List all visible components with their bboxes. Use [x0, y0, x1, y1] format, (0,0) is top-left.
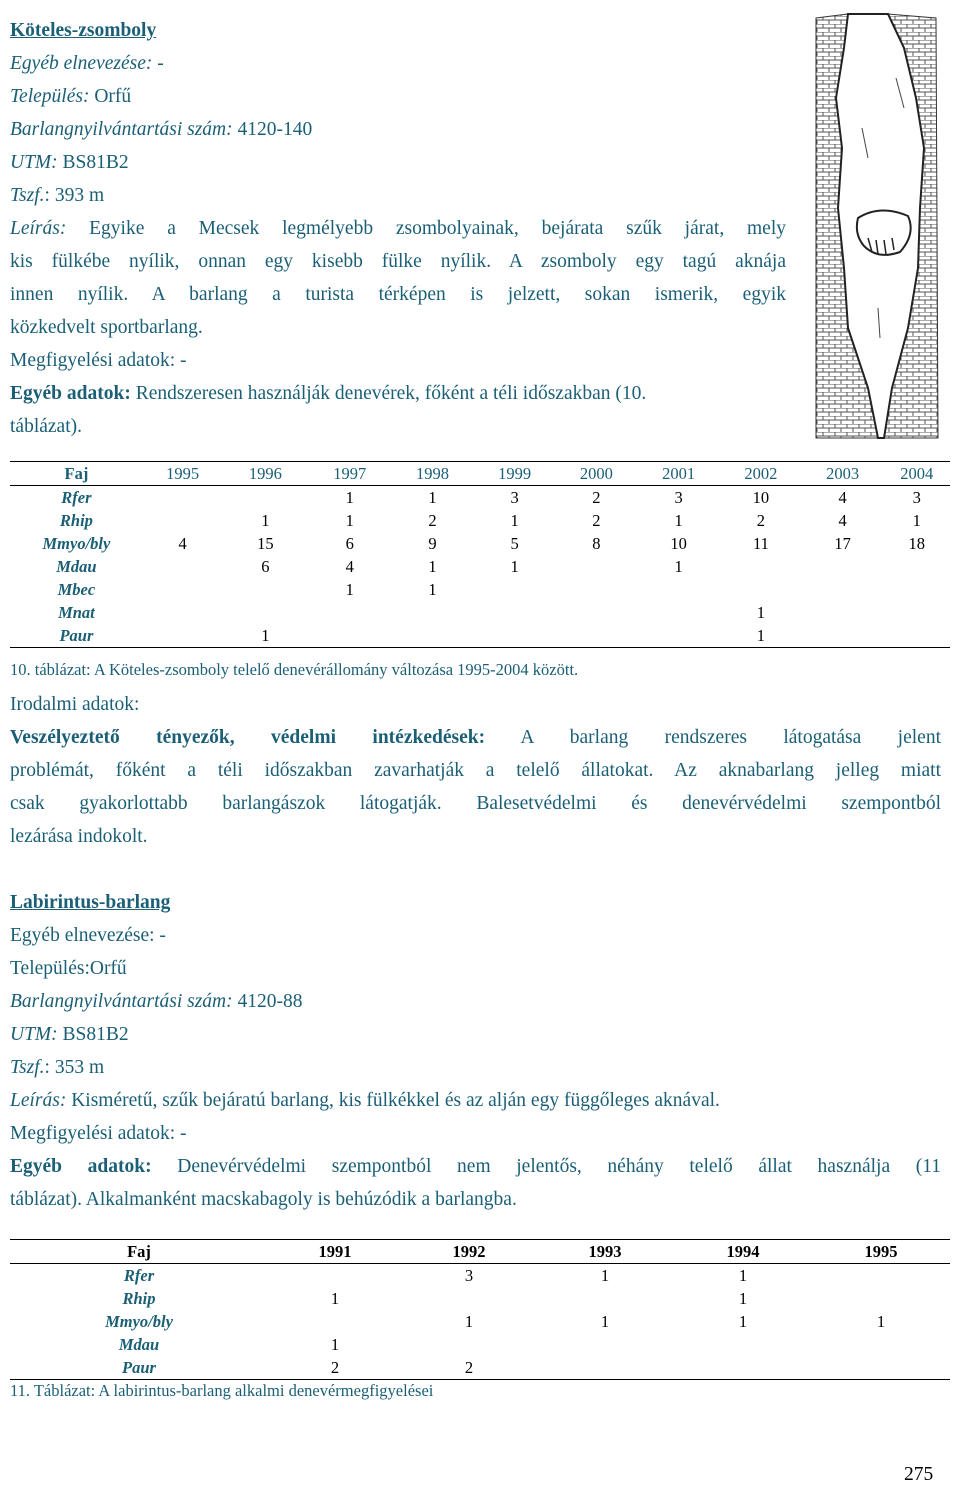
cave1-desc-line: közkedvelt sportbarlang. [10, 317, 203, 338]
count-cell: 4 [345, 557, 354, 576]
cave1-threat-line: A barlang rendszeres látogatása jelent [485, 727, 941, 748]
cave2-title: Labirintus-barlang [10, 892, 171, 913]
cave1-settlement-value: Orfű [94, 86, 132, 107]
count-cell [308, 624, 391, 648]
count-cell [474, 601, 556, 624]
cave1-threats [10, 721, 941, 853]
table-header-year: 1996 [223, 462, 309, 486]
cave2-tszf-value: : 353 m [44, 1057, 105, 1078]
cave2-settlement-label: Település: [10, 958, 90, 979]
table-header-year: 1998 [391, 462, 474, 486]
species-cell: Mbec [57, 580, 96, 599]
species-cell: Rfer [123, 1266, 155, 1285]
count-cell: 1 [510, 557, 519, 576]
cave2-settlement-value: Orfű [89, 958, 127, 979]
count-cell: 1 [428, 557, 437, 576]
table-row [10, 1333, 950, 1356]
count-cell [884, 601, 951, 624]
count-cell [812, 1264, 950, 1288]
count-cell: 3 [912, 488, 921, 507]
table-header-year: 1994 [674, 1240, 812, 1264]
count-cell: 1 [345, 511, 354, 530]
count-cell [637, 578, 720, 601]
count-cell: 6 [345, 534, 354, 553]
cave2-registry-label: Barlangnyilvántartási szám: [10, 991, 233, 1012]
count-cell: 1 [330, 1289, 340, 1308]
count-cell: 3 [510, 488, 519, 507]
species-cell: Mmyo/bly [42, 534, 111, 553]
species-cell: Mmyo/bly [105, 1312, 173, 1331]
count-cell [556, 624, 638, 648]
document-page [10, 14, 945, 1402]
count-cell: 1 [912, 511, 921, 530]
table-11-caption: 11. Táblázat: A labirintus-barlang alkalmi denevérmegfigyelései [10, 1381, 434, 1400]
cave1-threat-label: Veszélyeztető tényezők, védelmi intézkedések: [10, 727, 486, 748]
count-cell: 4 [838, 511, 847, 530]
cave1-tszf-label: Tszf. [10, 185, 45, 206]
count-cell [802, 601, 884, 624]
cave1-other-text-cont: táblázat). [10, 416, 82, 437]
table-row [10, 509, 950, 532]
table-11 [10, 1239, 950, 1380]
count-cell [474, 578, 556, 601]
cave2-other-text: Denevérvédelmi szempontból nem jelentős, néhány telelő állat használja (11 [151, 1156, 942, 1177]
table-row [10, 578, 950, 601]
count-cell [812, 1333, 950, 1356]
count-cell [402, 1333, 536, 1356]
count-cell: 1 [674, 511, 683, 530]
count-cell: 1 [223, 624, 309, 648]
count-cell [143, 486, 223, 510]
species-cell: Mdau [118, 1335, 160, 1354]
cave2-other-label: Egyéb adatok: [10, 1156, 152, 1177]
cave1-threat-line: problémát, főként a téli időszakban zavarhatják a telelő állatokat. Az aknabarlang jelleg miatt [10, 760, 941, 781]
count-cell: 1 [428, 488, 437, 507]
table-row [10, 601, 950, 624]
cave1-literature: Irodalmi adatok: [10, 694, 140, 715]
table-row [10, 624, 950, 648]
cave1-registry-value: 4120-140 [237, 119, 313, 140]
count-cell: 1 [464, 1312, 474, 1331]
count-cell [556, 601, 638, 624]
count-cell: 3 [674, 488, 683, 507]
count-cell [637, 601, 720, 624]
count-cell: 10 [670, 534, 687, 553]
count-cell [268, 1310, 402, 1333]
count-cell: 1 [510, 511, 519, 530]
table-header-year: 1993 [536, 1240, 674, 1264]
count-cell [268, 1264, 402, 1288]
count-cell: 1 [876, 1312, 886, 1331]
count-cell: 1 [330, 1335, 340, 1354]
count-cell: 3 [464, 1266, 474, 1285]
table-header-year: 2002 [720, 462, 802, 486]
count-cell [536, 1287, 674, 1310]
cave-map-drawing [808, 8, 944, 448]
count-cell: 4 [838, 488, 847, 507]
count-cell: 2 [428, 511, 437, 530]
count-cell [720, 578, 802, 601]
count-cell [223, 601, 309, 624]
table-row [10, 486, 950, 510]
count-cell [674, 1333, 812, 1356]
species-cell: Mnat [58, 603, 95, 622]
table-header-year: 1999 [474, 462, 556, 486]
count-cell [884, 624, 951, 648]
table-row [10, 1310, 950, 1333]
count-cell: 11 [752, 534, 769, 553]
cave2-other-data [10, 1150, 941, 1216]
cave1-tszf-value: : 393 m [44, 185, 105, 206]
count-cell [812, 1287, 950, 1310]
count-cell: 10 [752, 488, 770, 507]
count-cell [223, 486, 309, 510]
cave2-tszf-label: Tszf. [10, 1057, 45, 1078]
table-header-year: 2001 [637, 462, 720, 486]
table-10 [10, 461, 950, 648]
table-header-year: 1997 [308, 462, 391, 486]
count-cell [308, 601, 391, 624]
count-cell [143, 578, 223, 601]
cave2-utm-value: BS81B2 [57, 1024, 129, 1045]
count-cell [812, 1356, 950, 1380]
count-cell: 1 [720, 624, 802, 648]
count-cell: 2 [402, 1356, 536, 1380]
cave2-desc-label: Leírás: [10, 1090, 67, 1111]
cave2-registry-value: 4120-88 [232, 991, 303, 1012]
count-cell: 17 [834, 534, 851, 553]
table-row [10, 555, 950, 578]
count-cell [802, 624, 884, 648]
count-cell [402, 1287, 536, 1310]
cave2-other-text-cont: táblázat). Alkalmanként macskabagoly is behúzódik a barlangba. [10, 1189, 517, 1210]
count-cell [391, 624, 474, 648]
table-row [10, 532, 950, 555]
cave1-threat-line: csak gyakorlottabb barlangászok látogatják. Balesetvédelmi és denevérvédelmi szempontból [10, 793, 941, 814]
cave1-settlement-label: Település: [10, 86, 90, 107]
count-cell: 5 [510, 534, 519, 553]
count-cell: 1 [600, 1312, 610, 1331]
table-header-year: 2000 [556, 462, 638, 486]
count-cell [536, 1333, 674, 1356]
cave1-utm-label: UTM: [10, 152, 58, 173]
count-cell [474, 624, 556, 648]
count-cell: 2 [592, 511, 601, 530]
table-header-species: Faj [10, 462, 143, 486]
table-row [10, 1264, 950, 1288]
table-header-year: 2003 [802, 462, 884, 486]
count-cell: 2 [592, 488, 601, 507]
table-row [10, 1356, 950, 1380]
species-cell: Rhip [122, 1289, 156, 1308]
species-cell: Mdau [56, 557, 97, 576]
cave1-description [10, 212, 786, 344]
count-cell: 1 [738, 1312, 748, 1331]
cave1-observation: Megfigyelési adatok: - [10, 350, 187, 371]
cave1-other-name-label: Egyéb elnevezése: [10, 53, 153, 74]
species-cell: Paur [10, 624, 143, 648]
count-cell [802, 578, 884, 601]
cave1-desc-line: kis fülkébe nyílik, onnan egy kisebb fülke nyílik. A zsomboly egy tagú aknája [10, 251, 786, 272]
table-header-year: 1992 [402, 1240, 536, 1264]
count-cell [884, 555, 951, 578]
cave1-desc-label: Leírás: [10, 218, 67, 239]
cave2-desc-text: Kisméretű, szűk bejáratú barlang, kis fülkékkel és az alján egy függőleges aknával. [66, 1090, 720, 1111]
count-cell [143, 624, 223, 648]
cave1-other-name-value: - [157, 53, 164, 74]
cave2-other-name: Egyéb elnevezése: - [10, 925, 166, 946]
cave1-other-text: Rendszeresen használják denevérek, főként a téli időszakban (10. [130, 383, 647, 404]
cave1-desc-line: innen nyílik. A barlang a turista térképen is jelzett, sokan ismerik, egyik [10, 284, 786, 305]
cave1-title: Köteles-zsomboly [10, 20, 157, 41]
count-cell [720, 555, 802, 578]
count-cell [556, 555, 638, 578]
cave1-registry-label: Barlangnyilvántartási szám: [10, 119, 233, 140]
count-cell: 9 [428, 534, 437, 553]
count-cell [637, 624, 720, 648]
count-cell [143, 555, 223, 578]
count-cell: 1 [428, 580, 437, 599]
table-header-year: 2004 [884, 462, 951, 486]
cave1-utm-value: BS81B2 [62, 152, 129, 173]
count-cell: 8 [592, 534, 601, 553]
count-cell [556, 578, 638, 601]
count-cell: 1 [345, 488, 354, 507]
table-header-row [10, 1240, 950, 1264]
table-row [10, 1287, 950, 1310]
table-header-year: 1995 [143, 462, 223, 486]
cave1-desc-line: Egyike a Mecsek legmélyebb zsombolyainak, bejárata szűk járat, mely [66, 218, 786, 239]
count-cell: 1 [738, 1266, 748, 1285]
table-10-caption: 10. táblázat: A Köteles-zsomboly telelő denevérállomány változása 1995-2004 között. [10, 660, 579, 679]
count-cell [223, 578, 309, 601]
count-cell: 1 [600, 1266, 610, 1285]
count-cell [884, 578, 951, 601]
count-cell: 6 [261, 557, 270, 576]
cave1-other-label: Egyéb adatok: [10, 383, 131, 404]
count-cell: 1 [261, 511, 270, 530]
count-cell: 2 [756, 511, 766, 530]
table-header-row [10, 462, 950, 486]
count-cell [143, 509, 223, 532]
table-header-year: 1995 [812, 1240, 950, 1264]
species-cell: Paur [10, 1356, 268, 1380]
count-cell: 18 [908, 534, 925, 553]
species-cell: Rfer [61, 488, 92, 507]
count-cell [143, 601, 223, 624]
count-cell: 2 [268, 1356, 402, 1380]
cave2-observation: Megfigyelési adatok: - [10, 1123, 187, 1144]
page-number: 275 [904, 1464, 934, 1485]
cave2-utm-label: UTM: [10, 1024, 58, 1045]
count-cell: 1 [756, 603, 766, 622]
count-cell: 1 [738, 1289, 748, 1308]
count-cell: 1 [674, 557, 683, 576]
count-cell [674, 1356, 812, 1380]
count-cell [536, 1356, 674, 1380]
count-cell: 15 [257, 534, 274, 553]
count-cell: 1 [345, 580, 354, 599]
count-cell [391, 601, 474, 624]
table-header-species: Faj [10, 1240, 268, 1264]
count-cell: 4 [178, 534, 187, 553]
cave1-threat-line: lezárása indokolt. [10, 826, 148, 847]
table-header-year: 1991 [268, 1240, 402, 1264]
count-cell [802, 555, 884, 578]
species-cell: Rhip [59, 511, 93, 530]
